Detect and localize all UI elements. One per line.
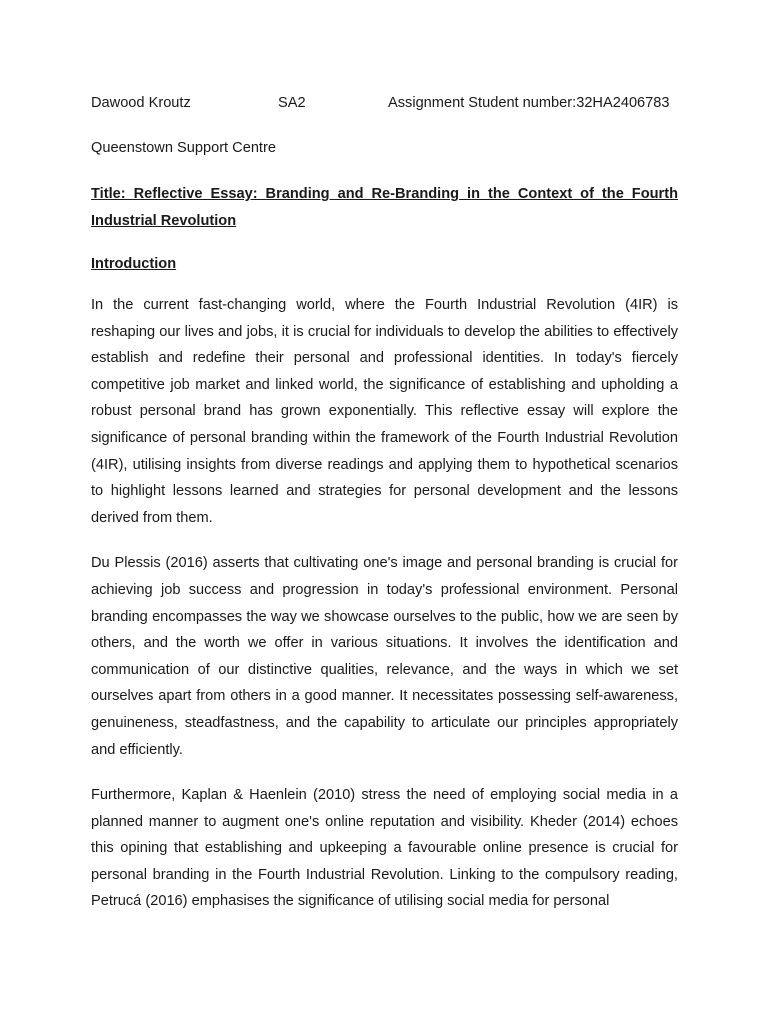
- support-centre: Queenstown Support Centre: [91, 140, 276, 156]
- paragraph-2: Du Plessis (2016) asserts that cultivating one's image and personal branding is crucial for achieving job success and progression in today's professional environment. Personal branding encompasses the way we showcase ourselves to the public, how we are seen by others, and the worth we offer in various situations. It involves the identification and communication of our distinctive qualities, relevance, and the ways in which we set ourselves apart from others in a good manner. It necessitates possessing self-awareness, genuineness, steadfastness, and the capability to articulate our principles appropriately and efficiently.: [91, 555, 678, 758]
- student-name: Dawood Kroutz: [91, 95, 191, 111]
- essay-title: Title: Reflective Essay: Branding and Re-Branding in the Context of the Fourth Industrial Revolution: [91, 186, 678, 229]
- document-content: [91, 92, 678, 915]
- student-number: Assignment Student number:32HA2406783: [388, 95, 670, 111]
- paragraph-1: In the current fast-changing world, where the Fourth Industrial Revolution (4IR) is reshaping our lives and jobs, it is crucial for individuals to develop the abilities to effectively establish and redefine their personal and professional identities. In today's fiercely competitive job market and linked world, the significance of establishing and upholding a robust personal brand has grown exponentially. This reflective essay will explore the significance of personal branding within the framework of the Fourth Industrial Revolution (4IR), utilising insights from diverse readings and applying them to hypothetical scenarios to highlight lessons learned and strategies for personal development and the lessons derived from them.: [91, 297, 678, 526]
- assignment-code: SA2: [278, 95, 306, 111]
- paragraph-3: Furthermore, Kaplan & Haenlein (2010) stress the need of employing social media in a planned manner to augment one's online reputation and visibility. Kheder (2014) echoes this opining that establishing and upkeeping a favourable online presence is crucial for personal branding in the Fourth Industrial Revolution. Linking to the compulsory reading, Petrucá (2016) emphasises the significance of utilising social media for personal: [91, 787, 678, 910]
- header-line: [91, 92, 678, 114]
- section-heading-introduction: Introduction: [91, 256, 177, 272]
